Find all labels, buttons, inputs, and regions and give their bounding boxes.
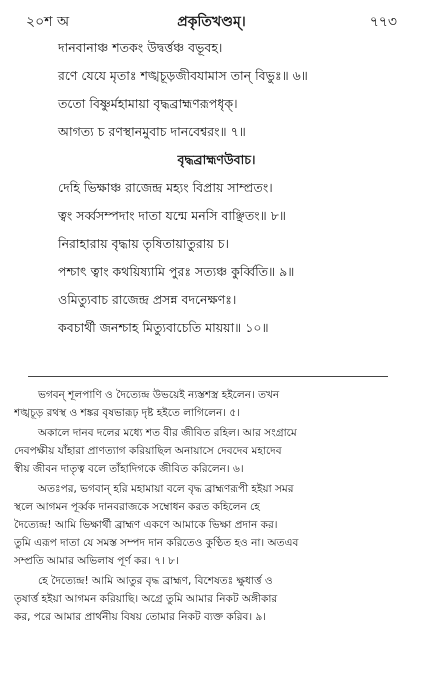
commentary-paragraph bbox=[14, 424, 420, 478]
commentary-line: স্থলে আগমন পূর্ব্বক দানবরাজকে সম্বোধন করত কহিলেন হে bbox=[14, 501, 260, 513]
speaker-heading: বৃদ্ধব্রাহ্মণউবাচ। bbox=[177, 152, 256, 167]
verse-line: নিরাহারায় বৃদ্ধায় তৃষিতায়াতুরায় চ। bbox=[58, 236, 229, 251]
verse-line: আগত্য চ রণস্থানমুবাচ দানবেশ্বরং॥ ৭॥ bbox=[58, 124, 246, 139]
commentary-line: তৃষার্ত্ত হইয়া আগমন করিয়াছি। অগ্রে তুমি আমার নিকট অঙ্গীকার bbox=[14, 593, 278, 605]
commentary-line: ভগবন্ শূলপাণি ও দৈত্যেন্দ্র উভয়েই ন্যস্তশস্ত্র হইলেন। তখন bbox=[38, 389, 280, 401]
page-title: প্রকৃতিখণ্ডম্। bbox=[177, 14, 246, 30]
verse-line: কবচার্থী জনশ্চাহ মিত্যুবাচেতি মায়য়া॥ ১০॥ bbox=[58, 320, 269, 335]
bengali-commentary bbox=[14, 386, 420, 628]
commentary-line: দেবপক্ষীয় যাঁহারা প্রাণত্যাগ করিয়াছিল অনায়াসে দেবদেব মহাদেব bbox=[14, 445, 282, 457]
commentary-line: সম্প্রতি আমার অভিলাষ পূর্ণ কর। ৭। ৮। bbox=[14, 555, 179, 567]
commentary-paragraph bbox=[14, 572, 420, 626]
verse-line: পশ্চাৎ ত্বাং কথয়িষ্যামি পুরঃ সত্যঞ্চ কুর্ব্বিতি॥ ৯॥ bbox=[58, 264, 295, 279]
verse-line: দেহি ভিক্ষাঞ্চ রাজেন্দ্র মহ্যং বিপ্রায় সাম্প্রতং। bbox=[58, 180, 273, 195]
commentary-line: দৈত্যেন্দ্র! আমি ভিক্ষার্থী ব্রাহ্মণ একণে আমাকে ভিক্ষা প্রদান কর। bbox=[14, 519, 278, 531]
commentary-paragraph bbox=[14, 480, 420, 570]
commentary-paragraph bbox=[14, 386, 420, 422]
verse-line: ত্বং সর্ব্বসম্পদাং দাতা যন্মে মনসি বাঞ্ছিতং॥ ৮॥ bbox=[58, 208, 286, 223]
verse-line: রণে যেযে মৃতাঃ শঙ্খচূড়জীবযামাস তান্ বিভুঃ॥ ৬॥ bbox=[58, 68, 308, 83]
commentary-line: হে দৈত্যেন্দ্র! আমি আতুর বৃদ্ধ ব্রাহ্মণ, বিশেষতঃ ক্ষুধার্ত্ত ও bbox=[38, 575, 273, 587]
commentary-line: কর, পরে আমার প্রার্থনীয় বিষয় তোমার নিকট ব্যক্ত করিব। ৯। bbox=[14, 611, 267, 623]
commentary-line: শঙ্খচূড় রথস্থ ও শঙ্কর বৃষভারূঢ় দৃষ্ট হইতে লাগিলেন। ৫। bbox=[14, 407, 240, 419]
separator-rule bbox=[28, 376, 388, 377]
verse-line: দানবানাঞ্চ শতকং উদ্বৰ্ত্তঞ্চ বভূবহ। bbox=[58, 40, 223, 55]
chapter-label: ২০শ অ bbox=[26, 14, 70, 30]
commentary-line: তুমি এরূপ দাতা যে সমস্ত সম্পদ দান করিতেও কুণ্ঠিত হও না। অতএব bbox=[14, 537, 299, 549]
commentary-line: অতঃপর, ভগবান্ হরি মহামায়া বলে বৃদ্ধ ব্রাহ্মণরূপী হইয়া সমর bbox=[38, 483, 294, 495]
commentary-line: অকালে দানব দলের মধ্যে শত বীর জীবিত রহিল। আর সংগ্রামে bbox=[38, 427, 297, 439]
page-number: ৭৭৩ bbox=[369, 14, 397, 30]
commentary-line: স্বীয় জীবন দাতৃত্ব বলে তাঁহাদিগকে জীবিত করিলেন। ৬। bbox=[14, 463, 244, 475]
verse-line: ততো বিষ্ণুর্মহামায়া বৃদ্ধব্রাহ্মণরূপধৃক্। bbox=[58, 96, 238, 111]
page-header bbox=[26, 10, 397, 32]
verse-line: ওমিত্যুবাচ রাজেন্দ্র প্রসন্ন বদনেক্ষণঃ। bbox=[58, 292, 237, 307]
